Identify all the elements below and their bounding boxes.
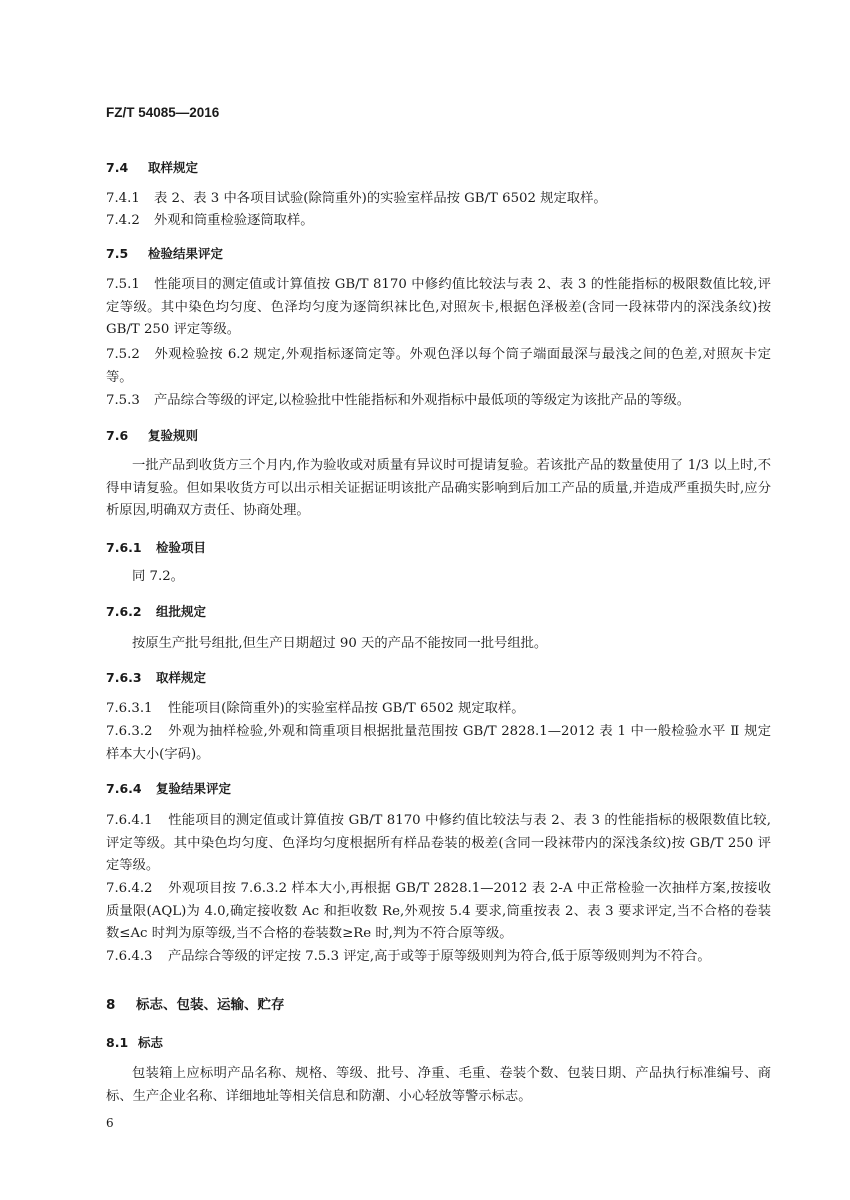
clause-7-6-3-1 bbox=[106, 698, 771, 721]
retest-rules-paragraph: 一批产品到收货方三个月内,作为验收或对质量有异议时可提请复验。若该批产品的数量使用了 1/3 以上时,不得申请复验。但如果收货方可以出示相关证据证明该批产品确实影响到后加工产品的质量,并造成严重损失时,应分析原因,明确双方责任、协商处理。 bbox=[106, 458, 771, 518]
heading-title: 标志、包装、运输、贮存 bbox=[136, 997, 285, 1013]
heading-number: 7.6.2 bbox=[106, 604, 142, 619]
heading-title: 取样规定 bbox=[156, 670, 207, 685]
clause-7-5-3 bbox=[106, 390, 771, 413]
heading-number: 7.6.1 bbox=[106, 540, 142, 555]
heading-title: 取样规定 bbox=[148, 160, 199, 175]
heading-7-6-4 bbox=[106, 779, 231, 797]
heading-title: 复验规则 bbox=[148, 428, 199, 443]
clause-7-5-2 bbox=[106, 344, 771, 389]
clause-number: 7.6.4.2 bbox=[106, 881, 153, 896]
clause-number: 7.5.2 bbox=[106, 347, 140, 362]
heading-title: 检验项目 bbox=[156, 540, 207, 555]
heading-7-6 bbox=[106, 426, 198, 444]
heading-title: 组批规定 bbox=[156, 604, 207, 619]
clause-7-4-1 bbox=[106, 188, 771, 211]
heading-number: 7.6 bbox=[106, 428, 129, 443]
clause-text: 性能项目(除筒重外)的实验室样品按 GB/T 6502 规定取样。 bbox=[168, 701, 525, 716]
clause-7-6-4-1 bbox=[106, 810, 771, 878]
heading-7-6-3 bbox=[106, 668, 206, 686]
clause-7-4-2 bbox=[106, 210, 771, 233]
heading-8-1 bbox=[106, 1033, 163, 1051]
clause-text: 性能项目的测定值或计算值按 GB/T 8170 中修约值比较法与表 2、表 3 的性能指标的极限数值比较,评定等级。其中染色均匀度、色泽均匀度为逐筒织袜比色,对照灰卡,根据色泽极差(含同一段袜带内的深浅条纹)按 GB/T 250 评定等级。 bbox=[106, 277, 771, 337]
clause-7-6-3-2 bbox=[106, 721, 771, 766]
clause-text: 外观检验按 6.2 规定,外观指标逐筒定等。外观色泽以每个筒子端面最深与最浅之间的色差,对照灰卡定等。 bbox=[106, 347, 771, 385]
clause-number: 7.5.3 bbox=[106, 393, 140, 408]
clause-number: 7.4.2 bbox=[106, 213, 140, 228]
heading-7-6-1 bbox=[106, 538, 206, 556]
clause-number: 7.6.3.1 bbox=[106, 701, 153, 716]
heading-number: 7.5 bbox=[106, 246, 129, 261]
clause-text: 外观和筒重检验逐筒取样。 bbox=[154, 213, 314, 228]
heading-number: 7.6.4 bbox=[106, 781, 142, 796]
clause-7-6-4-2 bbox=[106, 878, 771, 946]
page-number: 6 bbox=[106, 1116, 114, 1130]
clause-number: 7.6.3.2 bbox=[106, 724, 153, 739]
clause-number: 7.5.1 bbox=[106, 277, 140, 292]
clause-7-6-4-3 bbox=[106, 946, 771, 969]
heading-title: 复验结果评定 bbox=[156, 781, 232, 796]
clause-7-6-2-text: 按原生产批号组批,但生产日期超过 90 天的产品不能按同一批号组批。 bbox=[132, 636, 548, 651]
heading-title: 检验结果评定 bbox=[148, 246, 224, 261]
clause-7-6-1-text: 同 7.2。 bbox=[132, 569, 184, 584]
standard-number: FZ/T 54085—2016 bbox=[106, 105, 220, 120]
clause-number: 7.6.4.1 bbox=[106, 813, 153, 828]
heading-7-4 bbox=[106, 158, 198, 176]
clause-number: 7.4.1 bbox=[106, 191, 140, 206]
heading-8 bbox=[106, 993, 285, 1013]
heading-number: 8.1 bbox=[106, 1035, 129, 1050]
heading-number: 7.4 bbox=[106, 160, 129, 175]
clause-text: 外观为抽样检验,外观和筒重项目根据批量范围按 GB/T 2828.1—2012 表 1 中一般检验水平 Ⅱ 规定样本大小(字码)。 bbox=[106, 724, 771, 762]
clause-8-1-text: 包装箱上应标明产品名称、规格、等级、批号、净重、毛重、卷装个数、包装日期、产品执行标准编号、商标、生产企业名称、详细地址等相关信息和防潮、小心轻放等警示标志。 bbox=[106, 1066, 771, 1104]
heading-7-5 bbox=[106, 244, 223, 262]
clause-text: 性能项目的测定值或计算值按 GB/T 8170 中修约值比较法与表 2、表 3 的性能指标的极限数值比较,评定等级。其中染色均匀度、色泽均匀度根据所有样品卷装的极差(含同一段袜带内的深浅条纹)按 GB/T 250 评定等级。 bbox=[106, 813, 771, 873]
heading-7-6-2 bbox=[106, 602, 206, 620]
clause-text: 表 2、表 3 中各项目试验(除筒重外)的实验室样品按 GB/T 6502 规定取样。 bbox=[154, 191, 607, 206]
clause-text: 外观项目按 7.6.3.2 样本大小,再根据 GB/T 2828.1—2012 表 2-A 中正常检验一次抽样方案,按接收质量限(AQL)为 4.0,确定接收数 Ac 和拒收数 Re,外观按 5.4 要求,筒重按表 2、表 3 要求评定,当不合格的卷装数≤Ac 时判为原等级,当不合格的卷装数≥Re 时,判为不符合原等级。 bbox=[106, 881, 771, 941]
heading-number: 7.6.3 bbox=[106, 670, 142, 685]
heading-title: 标志 bbox=[138, 1035, 164, 1050]
clause-7-5-1 bbox=[106, 274, 771, 342]
clause-text: 产品综合等级的评定按 7.5.3 评定,高于或等于原等级则判为符合,低于原等级则判为不符合。 bbox=[168, 949, 711, 964]
clause-number: 7.6.4.3 bbox=[106, 949, 153, 964]
heading-number: 8 bbox=[106, 997, 116, 1013]
clause-text: 产品综合等级的评定,以检验批中性能指标和外观指标中最低项的等级定为该批产品的等级。 bbox=[154, 393, 691, 408]
